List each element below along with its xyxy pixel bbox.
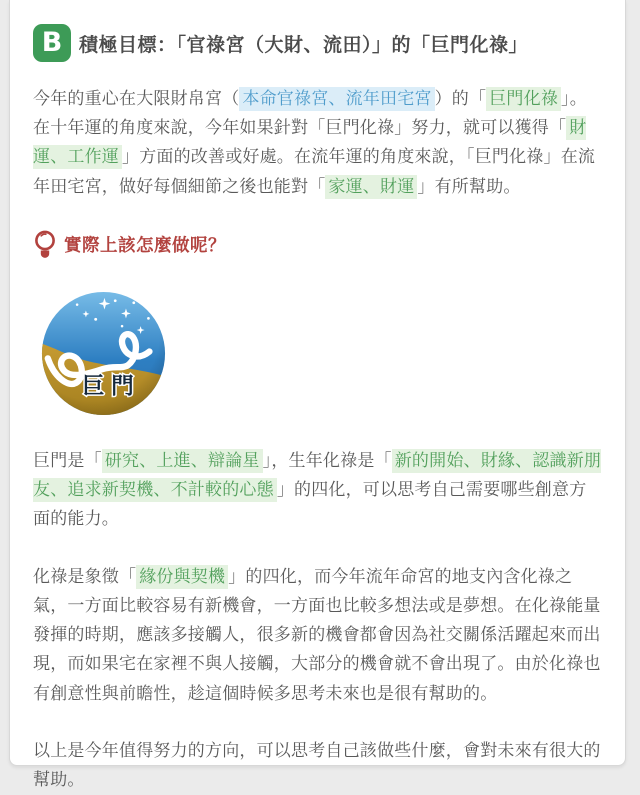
text-segment: 以上是今年值得努力的方向，可以思考自己該做些什麼，會對未來有很大的幫助。 (33, 740, 601, 791)
text-segment: 巨門是「 (33, 450, 102, 471)
text-segment: 」。在十年運的角度來說，今年如果針對「巨門化祿」努力，就可以獲得「 (33, 89, 587, 139)
text-segment: 化祿是象徵「 (33, 566, 137, 587)
text-segment: 今年的重心在大限財帛宮（ (33, 89, 240, 109)
intro-paragraph (33, 85, 603, 202)
question-label: 實際上該怎麼做呢？ (64, 235, 226, 256)
text-segment: 」有所幫助。 (417, 176, 521, 197)
report-card (9, 0, 626, 791)
star-meaning-paragraph (33, 447, 603, 535)
green-highlight: 財運、工作運 (33, 118, 587, 168)
section-badge: B (33, 24, 71, 62)
green-highlight: 緣份與契機 (136, 565, 228, 589)
hualu-paragraph (33, 563, 603, 709)
green-highlight: 研究、上進、辯論星 (102, 449, 263, 473)
lightbulb-icon (33, 229, 57, 260)
text-segment: ）的「 (434, 89, 487, 109)
green-highlight: 家運、財運 (325, 175, 417, 199)
section-header (33, 24, 603, 62)
question-heading (33, 229, 603, 260)
green-highlight: 新的開始、財緣、認識新朋友、追求新契機、不計較的心態 (33, 450, 602, 501)
green-highlight: 巨門化祿 (486, 87, 561, 111)
text-segment: 」方面的改善或好處。在流年運的角度來說，「巨門化祿」在流年田宅宮，做好每個細節之後也能對「 (33, 147, 596, 197)
section-title: 積極目標：「官祿宮（大財、流田）」的「巨門化祿」 (79, 33, 529, 56)
closing-paragraph (33, 737, 603, 795)
text-segment: 」，生年化祿是「 (262, 450, 392, 471)
jumen-star-logo (40, 290, 167, 417)
text-segment: 」的四化，可以思考自己需要哪些創意方面的能力。 (33, 480, 587, 530)
text-segment: 」的四化，而今年流年命宮的地支內含化祿之氣，一方面比較容易有新機會，一方面也比較多想法或是夢想。在化祿能量發揮的時期，應該多接觸人，很多新的機會都會因為社交關係活躍起來而出現，而如果宅在家裡不與人接觸，大部分的機會就不會出現了。由於化祿也有創意性與前瞻性，趁這個時候多思考未來也是很有幫助的。 (33, 566, 601, 704)
blue-highlight: 本命官祿宮、流年田宅宮 (239, 87, 434, 111)
